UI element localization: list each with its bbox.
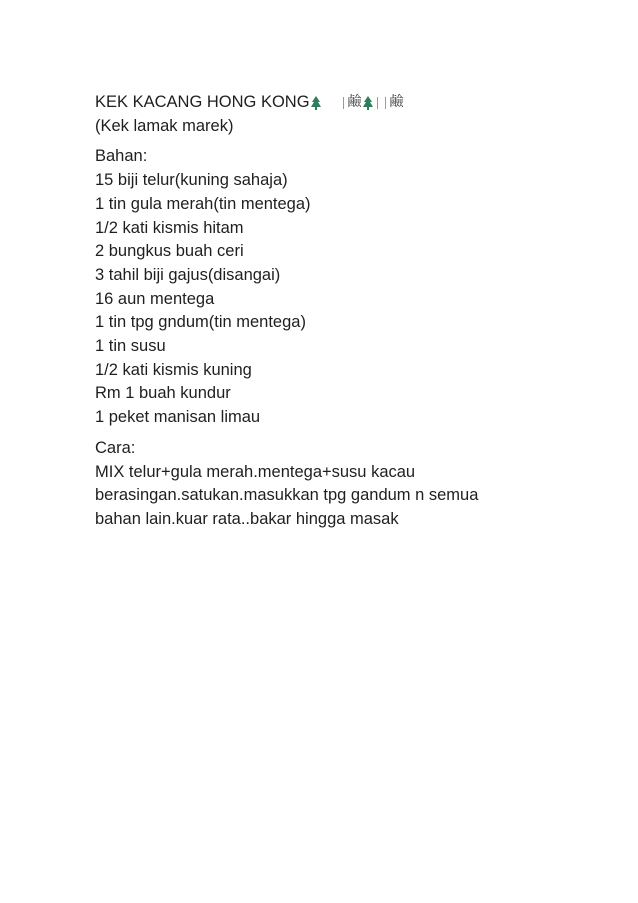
cjk-glyph: 鹼 [347, 94, 362, 110]
ingredient-item: 16 aun mentega [95, 289, 215, 308]
ingredient-item: 1 tin susu [95, 337, 166, 356]
ingredient-item: 1/2 kati kismis kuning [95, 360, 252, 379]
recipe-content [95, 91, 575, 532]
ingredient-item: 1 tin gula merah(tin mentega) [95, 194, 311, 213]
ingredient-item: 1 tin tpg gndum(tin mentega) [95, 313, 306, 332]
cjk-glyph: 鹼 [389, 94, 404, 110]
recipe-title-row [95, 91, 575, 115]
ingredient-item: Rm 1 buah kundur [95, 384, 231, 403]
ingredients-heading: Bahan: [95, 147, 148, 166]
ingredient-item: 1/2 kati kismis hitam [95, 218, 244, 237]
ingredients-list [95, 169, 575, 430]
method-heading: Cara: [95, 438, 136, 457]
ingredient-item: 3 tahil biji gajus(disangai) [95, 265, 281, 284]
recipe-title: KEK KACANG HONG KONG [95, 93, 310, 111]
method-line: bahan lain.kuar rata..bakar hingga masak [95, 509, 399, 528]
missing-glyph-box [343, 97, 345, 109]
tree-icon [363, 96, 373, 110]
ingredient-item: 1 peket manisan limau [95, 408, 261, 427]
method-line: berasingan.satukan.masukkan tpg gandum n semua [95, 486, 479, 505]
method-text [95, 461, 575, 532]
tree-icon [311, 96, 321, 110]
missing-glyph-box [385, 97, 387, 109]
recipe-subtitle: (Kek lamak marek) [95, 116, 234, 135]
ingredient-item: 2 bungkus buah ceri [95, 242, 244, 261]
method-line: MIX telur+gula merah.mentega+susu kacau [95, 462, 416, 481]
ingredient-item: 15 biji telur(kuning sahaja) [95, 171, 288, 190]
missing-glyph-box [377, 97, 379, 109]
